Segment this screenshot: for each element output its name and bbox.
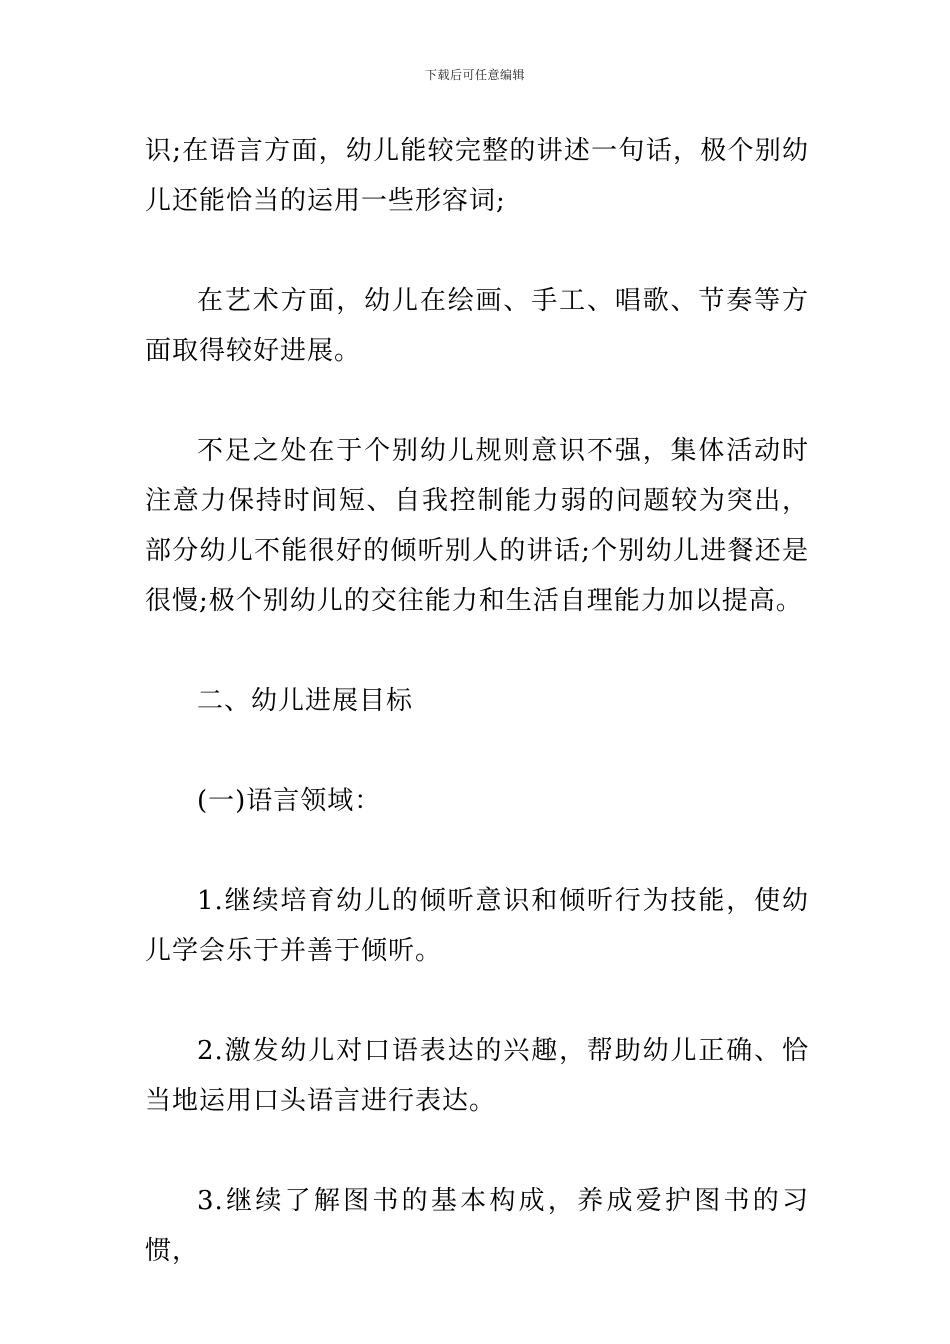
paragraph-shortcomings: 不足之处在于个别幼儿规则意识不强，集体活动时注意力保持时间短、自我控制能力弱的问题较为突出，部分幼儿不能很好的倾听别人的讲话;个别幼儿进餐还是很慢;极个别幼儿的交往能力和生活自理能力加以提高。 [145,436,809,616]
paragraph-art: 在艺术方面，幼儿在绘画、手工、唱歌、节奏等方面取得较好进展。 [145,286,809,366]
paragraph-language-continued: 识;在语言方面，幼儿能较完整的讲述一句话，极个别幼儿还能恰当的运用一些形容词; [145,136,809,216]
header-note: 下载后可任意编辑 [424,68,525,82]
list-item-3: 3.继续了解图书的基本构成，养成爱护图书的习惯， [145,1186,809,1266]
subsection-heading-language: (一)语言领域： [197,786,382,816]
document-body [145,126,809,1276]
section-heading-goals: 二、幼儿进展目标 [197,686,414,716]
list-item-1: 1.继续培育幼儿的倾听意识和倾听行为技能，使幼儿学会乐于并善于倾听。 [145,886,809,966]
list-item-2: 2.激发幼儿对口语表达的兴趣，帮助幼儿正确、恰当地运用口头语言进行表达。 [145,1036,809,1116]
